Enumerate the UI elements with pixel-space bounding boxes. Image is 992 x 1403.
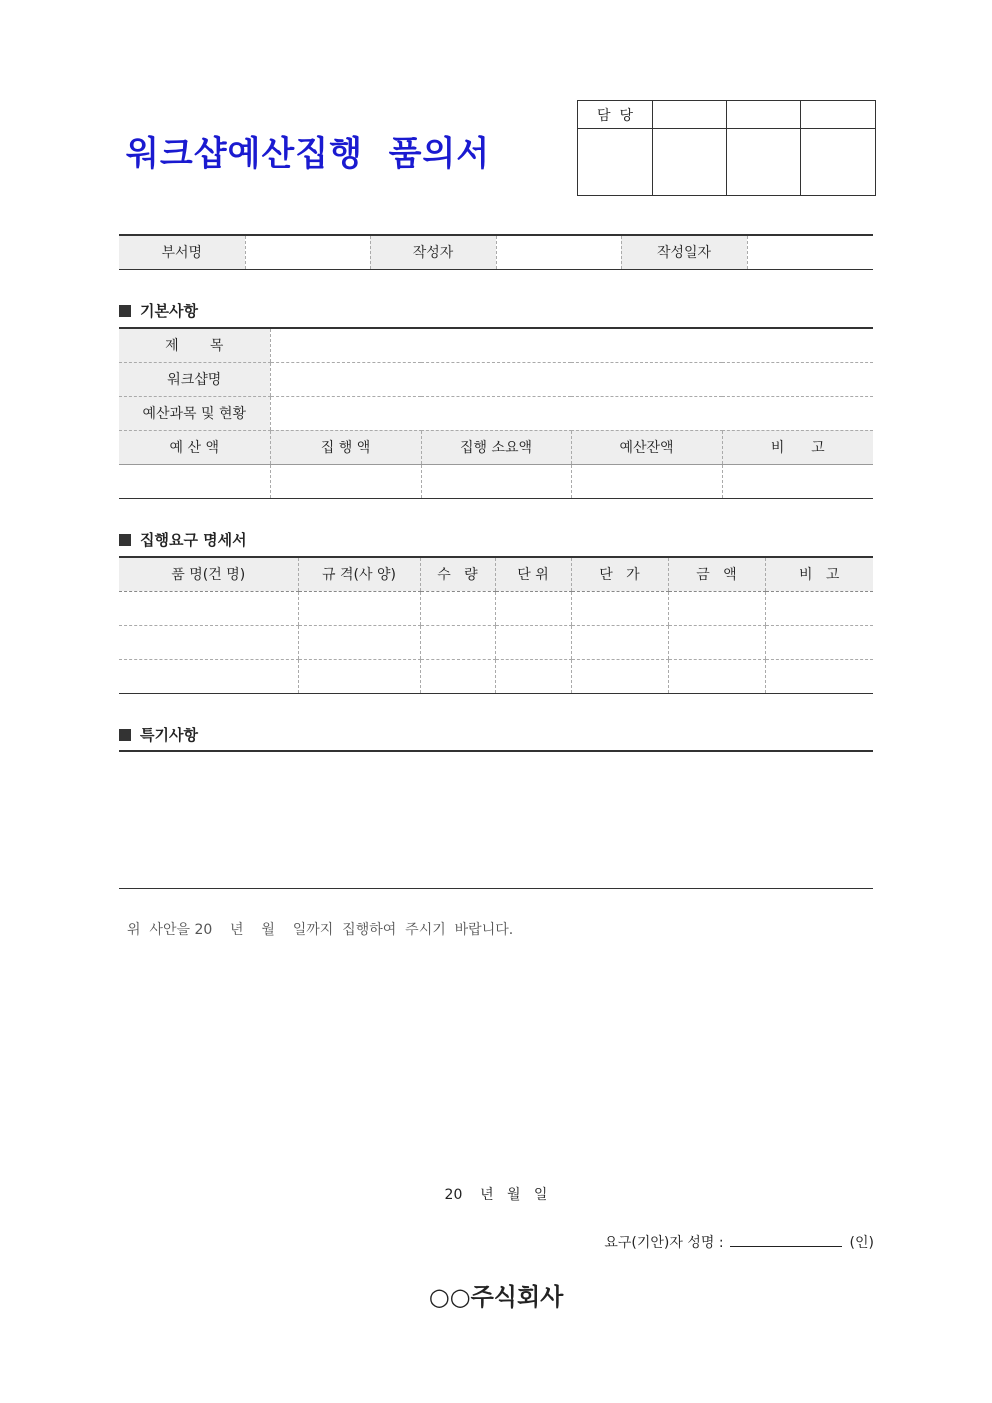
column-header: 비 고: [722, 430, 873, 464]
page-title: 워크샵예산집행 품의서: [126, 134, 491, 174]
author-label: 작성자: [370, 235, 496, 269]
table-cell[interactable]: [298, 659, 420, 693]
subject-label: 제 목: [119, 328, 270, 362]
approval-header-cell: [727, 101, 801, 129]
table-row: [119, 625, 873, 659]
budget-item-label: 예산과목 및 현황: [119, 396, 270, 430]
table-row: [119, 591, 873, 625]
approval-sign-cell[interactable]: [801, 129, 876, 196]
table-cell[interactable]: [571, 659, 668, 693]
workshop-name-label: 워크샵명: [119, 362, 270, 396]
square-bullet-icon: [119, 305, 131, 317]
table-cell[interactable]: [420, 591, 495, 625]
table-cell[interactable]: [668, 625, 765, 659]
items-section-heading: [119, 529, 247, 550]
column-header: 집 행 액: [270, 430, 421, 464]
items-table: [119, 556, 873, 694]
table-cell[interactable]: [765, 591, 873, 625]
column-header: 금 액: [668, 557, 765, 591]
column-header: 단 가: [571, 557, 668, 591]
table-cell[interactable]: [298, 591, 420, 625]
seal-label: (인): [849, 1235, 874, 1251]
table-cell[interactable]: [765, 659, 873, 693]
basic-section-heading: [119, 300, 198, 321]
table-cell[interactable]: [571, 591, 668, 625]
signer-label: 요구(기안)자 성명 :: [604, 1235, 724, 1251]
approval-sign-cell[interactable]: [578, 129, 653, 196]
approval-header-label: 담 당: [578, 101, 653, 129]
remarks-field[interactable]: [722, 464, 873, 498]
notes-field[interactable]: [119, 750, 873, 889]
signer-line: [604, 1232, 874, 1252]
date-field[interactable]: [747, 235, 873, 269]
table-cell[interactable]: [668, 591, 765, 625]
approval-header-cell: [801, 101, 876, 129]
table-cell[interactable]: [495, 591, 571, 625]
table-cell[interactable]: [298, 625, 420, 659]
table-cell[interactable]: [571, 625, 668, 659]
column-header: 비 고: [765, 557, 873, 591]
subject-field[interactable]: [270, 328, 873, 362]
table-cell[interactable]: [420, 625, 495, 659]
section-heading-text: 집행요구 명세서: [140, 531, 247, 549]
column-header: 수 량: [420, 557, 495, 591]
table-cell[interactable]: [495, 625, 571, 659]
approval-header-cell: [653, 101, 727, 129]
signature-field[interactable]: [730, 1233, 842, 1247]
square-bullet-icon: [119, 534, 131, 546]
column-header: 규 격(사 양): [298, 557, 420, 591]
company-name: ○○주식회사: [428, 1283, 564, 1311]
section-heading-text: 특기사항: [140, 726, 198, 744]
request-statement: 위 사안을 20 년 월 일까지 집행하여 주시기 바랍니다.: [127, 922, 514, 938]
info-table: [119, 234, 873, 270]
budget-amount-field[interactable]: [119, 464, 270, 498]
approval-sign-cell[interactable]: [727, 129, 801, 196]
table-row: [119, 659, 873, 693]
column-header: 집행 소요액: [421, 430, 571, 464]
column-header: 예산잔액: [571, 430, 722, 464]
table-cell[interactable]: [668, 659, 765, 693]
column-header: 예 산 액: [119, 430, 270, 464]
approval-sign-cell[interactable]: [653, 129, 727, 196]
approval-box: [577, 100, 876, 196]
section-heading-text: 기본사항: [140, 302, 198, 320]
table-cell[interactable]: [119, 659, 298, 693]
signature-date: 20 년 월 일: [444, 1187, 548, 1203]
table-cell[interactable]: [420, 659, 495, 693]
executed-amount-field[interactable]: [270, 464, 421, 498]
required-amount-field[interactable]: [421, 464, 571, 498]
column-header: 품 명(건 명): [119, 557, 298, 591]
author-field[interactable]: [496, 235, 621, 269]
dept-field[interactable]: [245, 235, 370, 269]
column-header: 단 위: [495, 557, 571, 591]
basic-info-table: [119, 327, 873, 499]
budget-item-field[interactable]: [270, 396, 873, 430]
square-bullet-icon: [119, 729, 131, 741]
remaining-budget-field[interactable]: [571, 464, 722, 498]
notes-section-heading: [119, 724, 198, 745]
date-label: 작성일자: [621, 235, 747, 269]
table-cell[interactable]: [495, 659, 571, 693]
dept-label: 부서명: [119, 235, 245, 269]
workshop-name-field[interactable]: [270, 362, 873, 396]
table-cell[interactable]: [765, 625, 873, 659]
table-cell[interactable]: [119, 591, 298, 625]
table-cell[interactable]: [119, 625, 298, 659]
